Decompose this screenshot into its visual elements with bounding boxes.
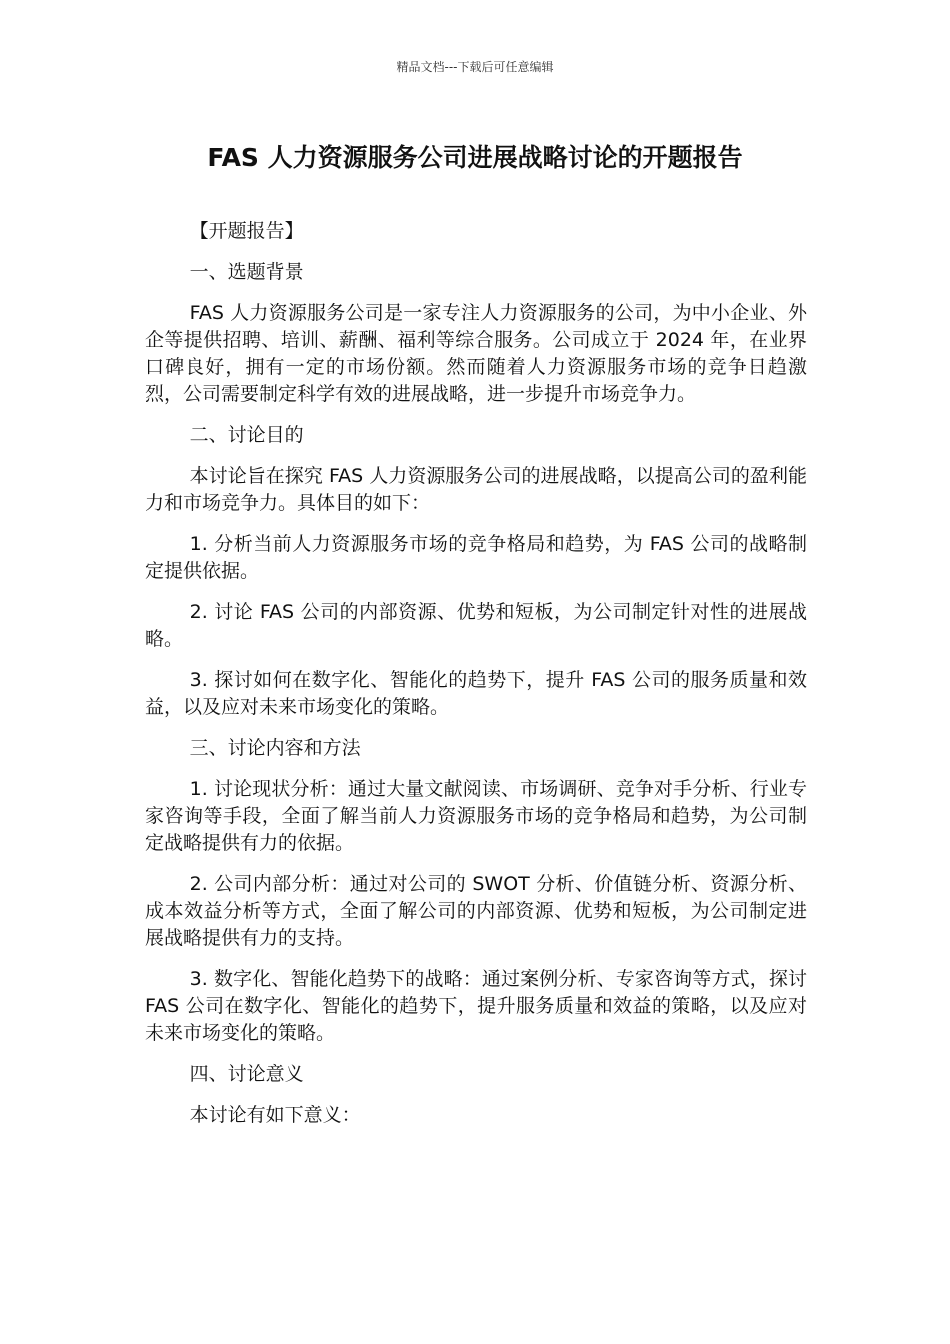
section-3-item-1: 1. 讨论现状分析：通过大量文献阅读、市场调研、竞争对手分析、行业专家咨询等手段，全面了解当前人力资源服务市场的竞争格局和趋势，为公司制定战略提供有力的依据。 — [145, 778, 807, 854]
header-note: 精品文档---下载后可任意编辑 — [396, 60, 554, 74]
section-4-intro: 本讨论有如下意义： — [189, 1104, 361, 1126]
section-2-item-1: 1. 分析当前人力资源服务市场的竞争格局和趋势，为 FAS 公司的战略制定提供依据。 — [145, 533, 807, 582]
section-label: 【开题报告】 — [189, 220, 304, 242]
section-2-item-2: 2. 讨论 FAS 公司的内部资源、优势和短板，为公司制定针对性的进展战略。 — [145, 601, 807, 650]
section-3-item-2: 2. 公司内部分析：通过对公司的 SWOT 分析、价值链分析、资源分析、成本效益分析等方式，全面了解公司的内部资源、优势和短板，为公司制定进展战略提供有力的支持。 — [145, 873, 807, 949]
section-2-intro: 本讨论旨在探究 FAS 人力资源服务公司的进展战略，以提高公司的盈利能力和市场竞争力。具体目的如下： — [145, 465, 807, 514]
document-title: FAS 人力资源服务公司进展战略讨论的开题报告 — [207, 143, 743, 172]
document-body — [145, 218, 807, 1143]
section-2-heading: 二、讨论目的 — [189, 424, 304, 446]
section-4-heading: 四、讨论意义 — [189, 1063, 304, 1085]
section-1-body: FAS 人力资源服务公司是一家专注人力资源服务的公司，为中小企业、外企等提供招聘、培训、薪酬、福利等综合服务。公司成立于 2024 年，在业界口碑良好，拥有一定的市场份额。然而随着人力资源服务市场的竞争日趋激烈，公司需要制定科学有效的进展战略，进一步提升市场竞争力。 — [145, 302, 807, 405]
section-2-item-3: 3. 探讨如何在数字化、智能化的趋势下，提升 FAS 公司的服务质量和效益，以及应对未来市场变化的策略。 — [145, 669, 807, 718]
section-3-item-3: 3. 数字化、智能化趋势下的战略：通过案例分析、专家咨询等方式，探讨 FAS 公司在数字化、智能化的趋势下，提升服务质量和效益的策略，以及应对未来市场变化的策略。 — [145, 968, 807, 1044]
section-1-heading: 一、选题背景 — [189, 261, 304, 283]
section-3-heading: 三、讨论内容和方法 — [189, 737, 361, 759]
